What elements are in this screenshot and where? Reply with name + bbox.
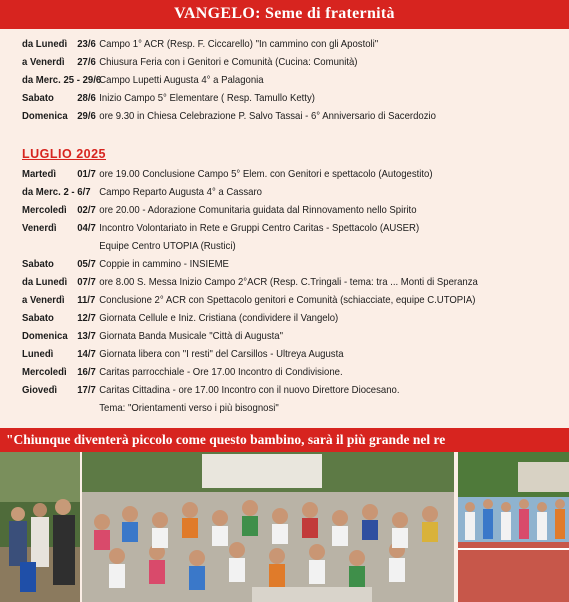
entry-text: Giornata Banda Musicale "Città di Augusta" <box>99 331 284 342</box>
entry-day: Sabato <box>22 93 54 104</box>
entry-text: Chiusura Feria con i Genitori e Comunità (Cucina: Comunità) <box>99 57 358 68</box>
entry-text: Tema: "Orientamenti verso i più bisognosi" <box>99 403 279 414</box>
list-item <box>22 256 229 273</box>
entry-date: 16/7 <box>77 367 96 378</box>
entry-text: Campo Lupetti Augusta 4° a Palagonia <box>99 75 264 86</box>
list-item <box>22 166 433 183</box>
entry-date: 12/7 <box>77 313 96 324</box>
list-item <box>22 72 264 89</box>
entry-text: Campo Reparto Augusta 4° a Cassaro <box>99 187 262 198</box>
entry-text: Caritas Cittadina - ore 17.00 Incontro con il nuovo Direttore Diocesano. <box>99 385 400 396</box>
entry-date: 23/6 <box>77 39 96 50</box>
list-item <box>22 184 262 201</box>
entry-date: 29/6 <box>77 111 96 122</box>
entry-day: da Merc. 25 - 29/6 <box>22 75 102 86</box>
entry-date: 14/7 <box>77 349 96 360</box>
list-item <box>22 90 315 107</box>
list-item <box>22 292 475 309</box>
entry-day: da Lunedì <box>22 39 68 50</box>
entry-date: 07/7 <box>77 277 96 288</box>
entry-date: 27/6 <box>77 57 96 68</box>
entry-text: Giornata Cellule e Iniz. Cristiana (condividere il Vangelo) <box>99 313 339 324</box>
entry-text: Equipe Centro UTOPIA (Rustici) <box>99 241 236 252</box>
entry-date: 28/6 <box>77 93 96 104</box>
photo-outdoor-group <box>0 452 80 602</box>
entry-day: Venerdì <box>22 223 57 234</box>
entry-date: 02/7 <box>77 205 96 216</box>
list-item <box>22 220 419 237</box>
list-item <box>22 328 283 345</box>
entry-date: 04/7 <box>77 223 96 234</box>
entry-day: Giovedì <box>22 385 58 396</box>
list-item <box>22 108 436 125</box>
entry-day: da Lunedì <box>22 277 68 288</box>
entry-day: Lunedì <box>22 349 54 360</box>
entry-text: ore 9.30 in Chiesa Celebrazione P. Salvo Tassai - 6° Anniversario di Sacerdozio <box>99 111 436 122</box>
list-item <box>22 238 236 255</box>
list-item <box>22 274 478 291</box>
list-item <box>22 310 338 327</box>
entry-day: Domenica <box>22 111 68 122</box>
entry-date: 13/7 <box>77 331 96 342</box>
list-item <box>22 202 417 219</box>
list-item <box>22 346 344 363</box>
entry-day: Sabato <box>22 259 54 270</box>
entry-text: ore 8.00 S. Messa Inizio Campo 2°ACR (Resp. C.Tringali - tema: tra ... Monti di Speranza <box>99 277 478 288</box>
entry-text: Conclusione 2° ACR con Spettacolo genitori e Comunità (schiacciate, equipe C.UTOPIA) <box>99 295 476 306</box>
list-item <box>22 54 357 71</box>
entry-text: Incontro Volontariato in Rete e Gruppi Centro Caritas - Spettacolo (AUSER) <box>99 223 420 234</box>
entry-text: Coppie in cammino - INSIEME <box>99 259 229 270</box>
photo-strip <box>0 452 569 602</box>
entry-date: 17/7 <box>77 385 96 396</box>
entry-text: Giornata libera con "I resti" del Carsillos - Ultreya Augusta <box>99 349 344 360</box>
month-heading: LUGLIO 2025 <box>22 147 106 161</box>
entry-day: Sabato <box>22 313 54 324</box>
entry-text: Campo 1° ACR (Resp. F. Ciccarello) "In cammino con gli Apostoli" <box>99 39 379 50</box>
entry-text: ore 19.00 Conclusione Campo 5° Elem. con Genitori e spettacolo (Autogestito) <box>99 169 433 180</box>
entry-date: 11/7 <box>77 295 96 306</box>
entry-day: Mercoledì <box>22 367 67 378</box>
photo-court-dance <box>458 452 569 602</box>
entry-text: Inizio Campo 5° Elementare ( Resp. Tamullo Ketty) <box>99 93 315 104</box>
entry-day: Mercoledì <box>22 205 67 216</box>
gospel-quote: "Chiunque diventerà piccolo come questo bambino, sarà il più grande nel re <box>0 428 569 452</box>
entry-day: a Venerdì <box>22 295 65 306</box>
entry-text: Caritas parrocchiale - Ore 17.00 Incontro di Condivisione. <box>99 367 343 378</box>
entry-date: 01/7 <box>77 169 96 180</box>
list-item <box>22 364 343 381</box>
section-title: VANGELO: Seme di fraternità <box>0 0 569 29</box>
list-item <box>22 382 400 399</box>
list-item <box>22 400 279 417</box>
entry-day: Domenica <box>22 331 68 342</box>
entry-date: 05/7 <box>77 259 96 270</box>
list-item <box>22 36 378 53</box>
entry-day: a Venerdì <box>22 57 65 68</box>
entry-text: ore 20.00 - Adorazione Comunitaria guidata dal Rinnovamento nello Spirito <box>99 205 417 216</box>
entry-day: da Merc. 2 - 6/7 <box>22 187 91 198</box>
photo-camp-group <box>82 452 454 602</box>
entry-day: Martedì <box>22 169 56 180</box>
